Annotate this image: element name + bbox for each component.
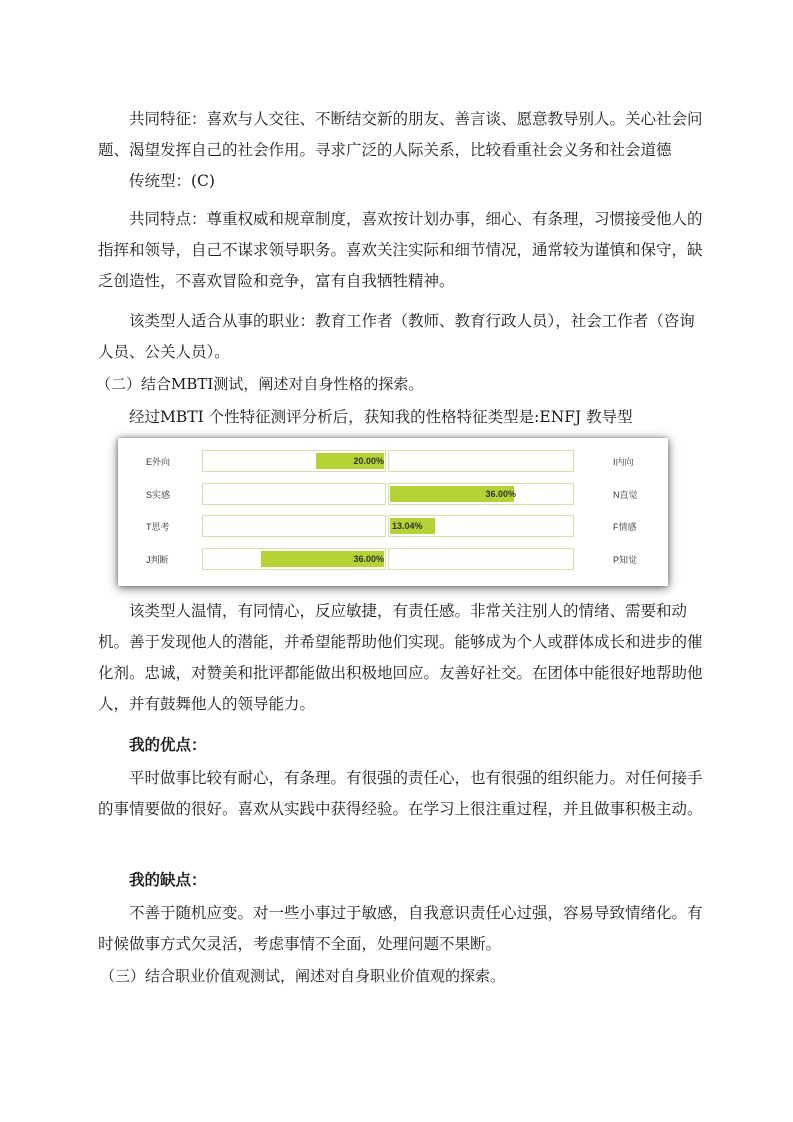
chart-right-label: P知觉 bbox=[613, 555, 638, 565]
conventional-type-label: 传统型：(C) bbox=[129, 172, 215, 190]
section-2-heading: （二）结合MBTI测试，阐述对自身性格的探索。 bbox=[96, 375, 424, 393]
chart-value-label: 36.00% bbox=[353, 554, 384, 564]
chart-left-track bbox=[202, 515, 386, 537]
chart-value-label: 36.00% bbox=[485, 489, 516, 499]
weaknesses-paragraph: 不善于随机应变。对一些小事过于敏感，自我意识责任心过强，容易导致情绪化。有时候做事方式欠灵活，考虑事情不全面，处理问题不果断。 bbox=[98, 904, 703, 953]
chart-right-track bbox=[388, 450, 574, 472]
social-common-paragraph: 共同特征：喜欢与人交往、不断结交新的朋友、善言谈、愿意教导别人。关心社会问题、渴望发挥自己的社会作用。寻求广泛的人际关系，比较看重社会义务和社会道德 bbox=[98, 110, 703, 159]
mbti-result-line: 经过MBTI 个性特征测评分析后，获知我的性格特征类型是:ENFJ 教导型 bbox=[129, 408, 633, 426]
weaknesses-heading: 我的缺点： bbox=[129, 870, 207, 889]
chart-right-track bbox=[388, 548, 574, 570]
chart-left-track bbox=[202, 483, 386, 505]
chart-right-label: F情感 bbox=[613, 522, 637, 532]
strengths-paragraph: 平时做事比较有耐心，有条理。有很强的责任心，也有很强的组织能力。对任何接手的事情要做的很好。喜欢从实践中获得经验。在学习上很注重过程，并且做事积极主动。 bbox=[98, 769, 703, 818]
chart-right-label: I内向 bbox=[613, 457, 634, 467]
chart-left-label: J判断 bbox=[146, 555, 169, 565]
mbti-chart bbox=[118, 438, 668, 586]
conventional-common-paragraph: 共同特点：尊重权威和规章制度，喜欢按计划办事，细心、有条理，习惯接受他人的指挥和领导，自己不谋求领导职务。喜欢关注实际和细节情况，通常较为谨慎和保守，缺乏创造性，不喜欢冒险和竞争，富有自我牺牲精神。 bbox=[98, 210, 703, 290]
chart-left-label: E外向 bbox=[146, 457, 171, 467]
type-description-paragraph: 该类型人温情，有同情心，反应敏捷，有责任感。非常关注别人的情绪、需要和动机。善于发现他人的潜能，并希望能帮助他们实现。能够成为个人或群体成长和进步的催化剂。忠诚，对赞美和批评都能做出积极地回应。友善好社交。在团体中能很好地帮助他人，并有鼓舞他人的领导能力。 bbox=[98, 602, 703, 713]
section-3-heading: （三）结合职业价值观测试，阐述对自身职业价值观的探索。 bbox=[100, 967, 506, 985]
strengths-heading: 我的优点： bbox=[129, 735, 207, 754]
chart-value-label: 20.00% bbox=[353, 456, 384, 466]
suitable-jobs-paragraph: 该类型人适合从事的职业：教育工作者（教师、教育行政人员），社会工作者（咨询人员、公关人员）。 bbox=[98, 312, 695, 361]
chart-right-label: N直觉 bbox=[613, 490, 638, 500]
chart-value-label: 13.04% bbox=[392, 521, 423, 531]
chart-left-label: S实感 bbox=[146, 490, 171, 500]
chart-left-label: T思考 bbox=[146, 522, 170, 532]
